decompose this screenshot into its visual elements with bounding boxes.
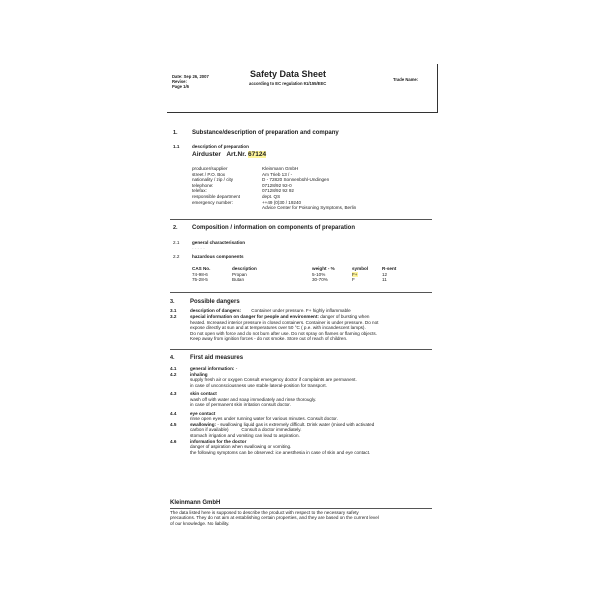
text-line: expose directly at sun and at temperatures over 50 °C ( p.e. with incandescent lamps). [190,325,366,331]
header-weight: weight - % [312,266,335,271]
field-label: responsible department [192,194,241,199]
section-3-1-value: Container under pressure. F+ highly inflammable [251,308,351,313]
item-title: general information: [190,366,235,371]
field-label: nationality / zip / city [192,177,234,183]
text-line: heated. Increased interior pressure in closed containers. Container is under pressure. Do not [190,320,379,325]
section-1-1-title: description of preparation [192,144,249,149]
field-value: Kleinmann GmbH [262,166,299,171]
product-name: Airduster [192,151,221,158]
cell-weight: 5-10% [312,271,326,277]
item-number: 4.1 [170,366,177,371]
section-3-1-line [190,308,351,313]
cell-cas: 74-98-6 [192,271,208,277]
art-nr-label: Art.Nr. [226,151,247,158]
item-text: danger of aspiration when swallowing or vomiting. [190,444,292,450]
field-label: emergency number: [192,199,233,205]
header-symbol: symbol [352,266,369,271]
cell-symbol: F+ [352,271,358,277]
cell-description: Propan [232,271,247,277]
item-title: swallowing: [190,421,217,427]
field-label: telefax: [192,188,207,194]
text-line: Keep away from ignition forces - do not smoke. Store out of reach of children. [190,336,348,342]
item-number: 4.3 [170,391,177,396]
field-value: 07128/92 92-0 [262,182,292,188]
field-value: 07128/92 92 92 [262,188,294,194]
section-divider [170,219,432,220]
header-r-sent: R-sent [382,266,397,271]
cell-symbol: F [352,277,355,283]
section-3-number: 3. [170,299,175,305]
header-description: description [232,266,257,271]
cell-r-sent: 11 [382,277,387,283]
section-2-title: Composition / information on components of preparation [192,225,355,231]
item-number: 4.4 [170,410,177,416]
section-3-1-number: 3.1 [170,308,177,313]
document-title: Safety Data Sheet [250,69,327,79]
art-nr-value: 67124 [248,151,267,158]
item-text: stomach irrigation and vomiting can lead to aspiration. [190,432,300,438]
section-1-title: Substance/description of preparation and company [192,130,339,136]
item-text: carbon if available) Consult a doctor immediately. [190,427,302,433]
item-title: inhaling [190,371,208,377]
item-number: 4.6 [170,438,177,444]
item-text: supply fresh air or oxygen Consult emergency doctor if complaints are permanent. [190,377,357,383]
header-cas: CAS No. [192,266,211,271]
item-title: information for the doctor [190,438,247,444]
field-label: telephone: [192,182,214,188]
item-tail: - [235,366,238,371]
field-value: Am Trieb 13 / - [262,171,293,177]
item-number: 4.2 [170,371,177,377]
section-3-2-line [190,314,369,319]
item-text: wash off with water and soap immediately and rinse thorougly. [190,396,317,402]
trade-name-label: Trade Name: [393,77,419,82]
item-tail: - swallowing liquid gas is extremely difficult. Drink water (mixed with activated [217,421,375,427]
item-line [190,422,374,427]
field-value: ++49 (0)30 / 19240 [262,199,302,205]
item-text: the following symptoms can be observed: ice anesthesia in case of skin and eye contact. [190,449,371,455]
header-revise: Revise: [172,79,187,84]
section-3-2-value: danger of bursting when [320,314,370,319]
document-subtitle: according to EC regulation 91/155/EEC [249,81,327,86]
item-text: in case of unconsciousness use stable lateral-position for transport. [190,382,327,388]
section-2-number: 2. [173,225,178,231]
section-3-2-text [190,320,378,342]
item-title: eye contact [190,410,216,416]
text-line: The data listed here is supposed to describe the product with respect to the necessary safety [170,510,359,515]
item-text: rinse open eyes under running water for various minutes. Consult doctor. [190,416,338,422]
field-value: D - 72820 Sonnenbühl-Undingen [262,177,330,183]
footer-company: Kleinmann GmbH [170,500,221,506]
section-divider [170,349,432,350]
footer-disclaimer [170,510,379,526]
item-text: in case of permanent skin irritation consult doctor. [190,402,291,408]
section-3-2-title: special information on danger for people and environment: [190,314,319,319]
cell-description: Butan [232,277,245,283]
field-value: dept. QS [262,194,281,199]
section-divider [170,292,432,293]
section-1-1-number: 1.1 [173,144,180,149]
section-2-2-number: 2.2 [173,254,180,259]
section-3-2-number: 3.2 [170,314,177,319]
text-line: Do not open with force and do not burn after use. Do not spray on flames or flaming objects. [190,330,377,336]
section-4-title: First aid measures [190,355,244,361]
product-line [192,151,266,158]
section-3-1-title: description of dangers: [190,308,242,313]
section-2-2-title: hazardous components [192,254,244,259]
text-line: precautions. They do not aim at establishing certain properties, and they are based on the current level [170,515,379,521]
section-4-number: 4. [170,355,175,361]
cell-cas: 75-28-5 [192,277,208,283]
section-2-1-value: - - - - - [192,246,205,251]
header-date: Date: Sep 26, 2007 [172,74,209,79]
section-3-title: Possible dangers [190,299,240,305]
cell-r-sent: 12 [382,271,388,277]
field-value: Advice Center for Poisoning Symptoms, Berlin [262,205,357,211]
header-page: Page 1/6 [172,84,189,89]
field-label: street / P.O. Box [192,171,226,177]
section-2-1-title: general characterisation [192,240,246,245]
section-1-number: 1. [173,130,178,136]
field-label: producer/supplier [192,166,228,171]
item-number: 4.5 [170,421,177,427]
item-line [190,366,237,371]
text-line: of our knowledge. No liability. [170,520,230,526]
section-2-1-number: 2.1 [173,240,180,245]
cell-weight: 30-70% [312,277,328,283]
footer-divider [170,508,432,509]
item-title: skin contact [190,391,217,396]
